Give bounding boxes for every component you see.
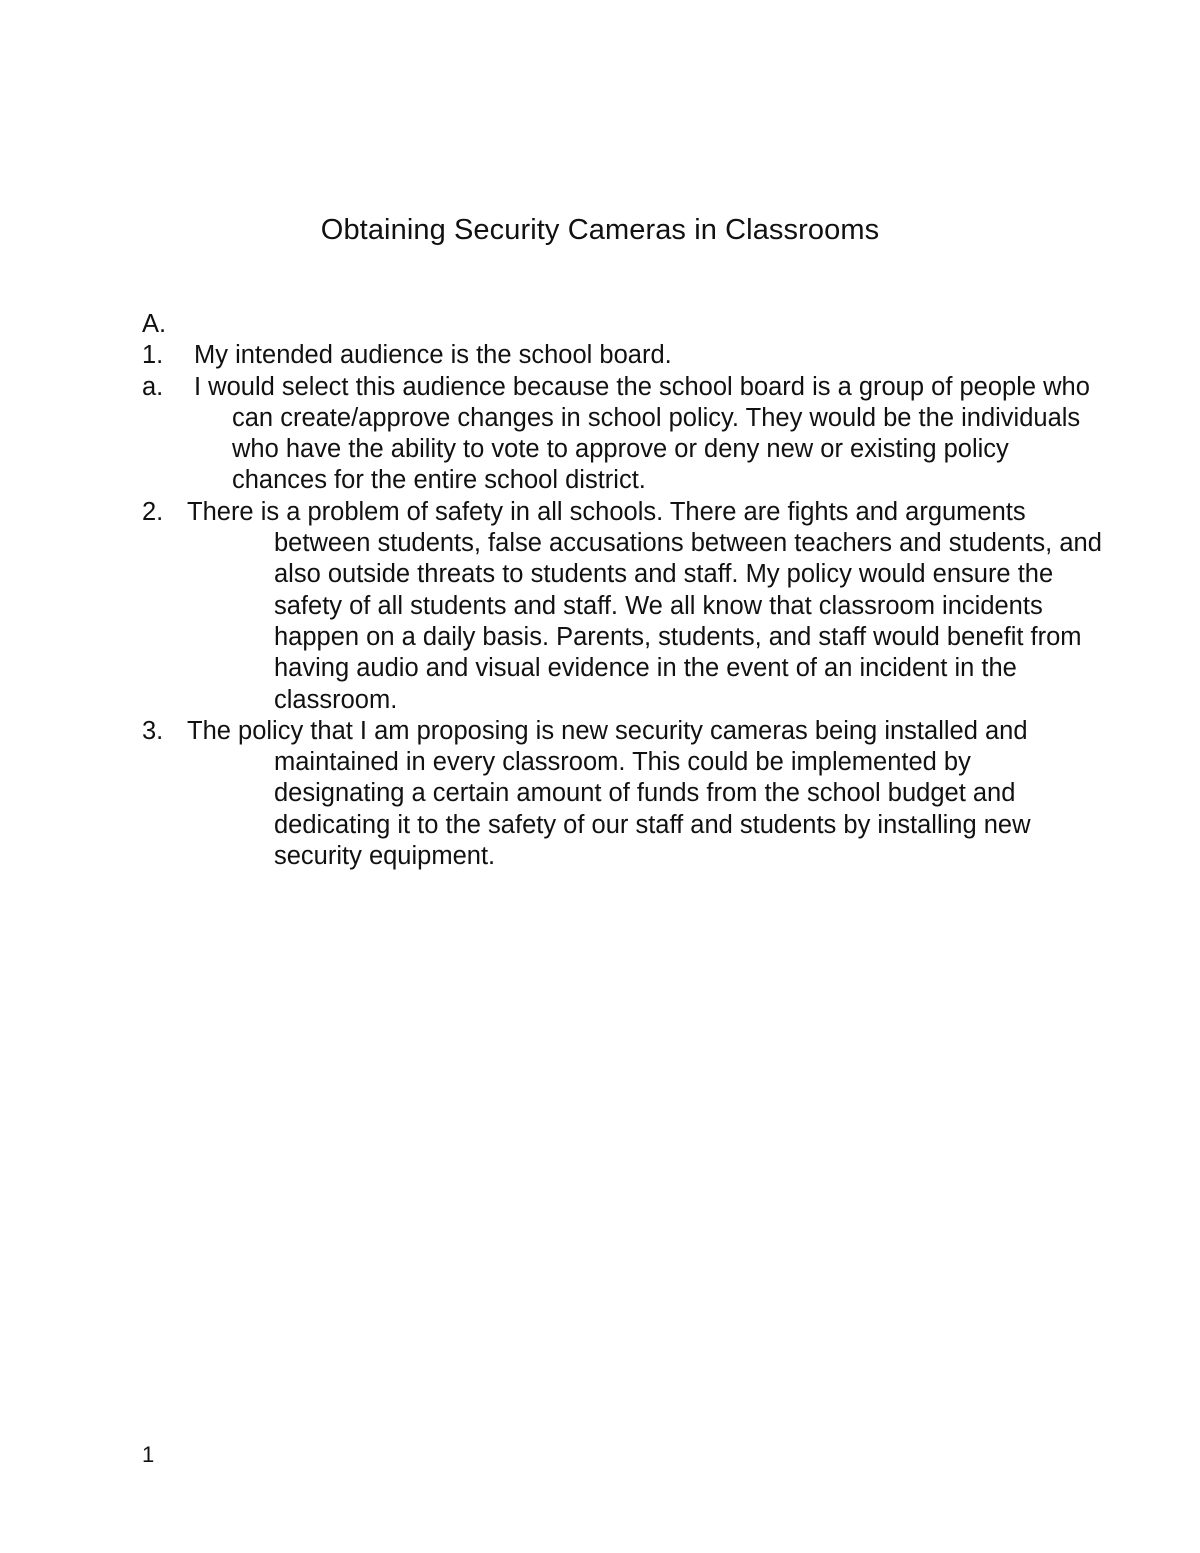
list-item-text: There is a problem of safety in all schools. There are fights and arguments between students, false accusations between teachers and students, and also outside threats to students and staff. My policy would ensure the safety of all students and staff. We all know that classroom incidents happen on a daily basis. Parents, students, and staff would benefit from having audio and visual evidence in the event of an incident in the classroom. [187,497,1102,714]
list-marker: 2. [142,497,164,526]
list-item-text: The policy that I am proposing is new security cameras being installed and maintained in every classroom. This could be implemented by designating a certain amount of funds from the school budget and dedicating it to the safety of our staff and students by installing new security equipment. [187,716,1031,871]
list-item [142,340,1102,371]
list-marker: 1. [142,341,164,370]
document-body [142,309,1102,872]
list-item [142,716,1102,872]
section-label: A. [142,310,167,338]
page-number: 1 [142,1442,155,1467]
list-item [142,497,1102,716]
list-item-text: My intended audience is the school board. [194,341,672,370]
list-marker: a. [142,372,164,401]
document-title: Obtaining Security Cameras in Classrooms [320,214,880,246]
list-item-text: I would select this audience because the school board is a group of people who can create/approve changes in school policy. They would be the individuals who have the ability to vote to approve or deny new or existing policy chances for the entire school district. [194,372,1090,495]
list-marker: 3. [142,716,164,745]
list-item [142,372,1102,497]
